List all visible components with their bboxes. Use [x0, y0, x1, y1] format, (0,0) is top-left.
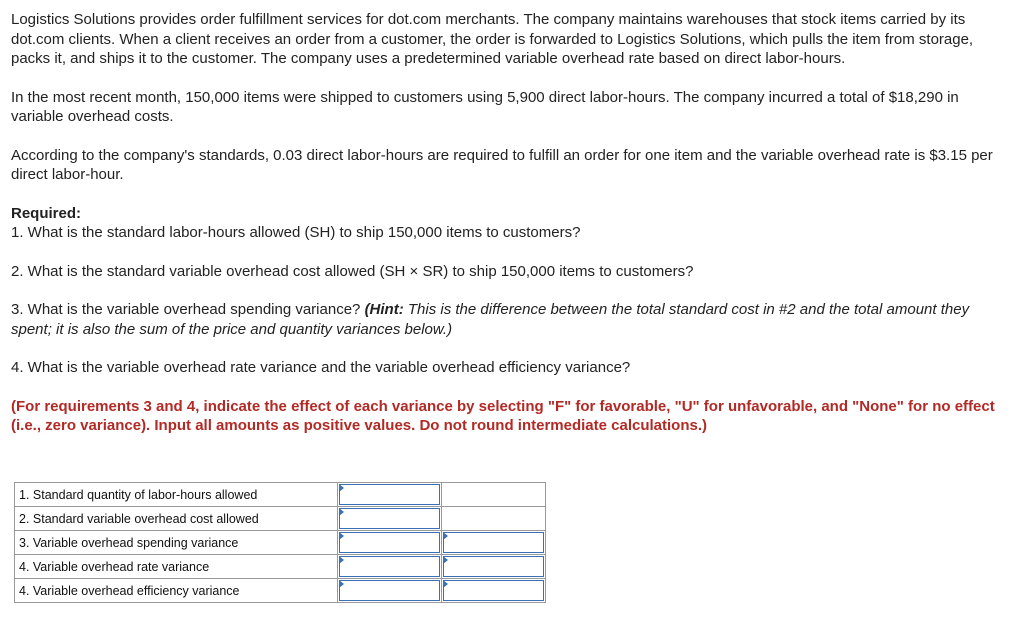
row-label: 4. Variable overhead rate variance: [15, 555, 338, 579]
table-row: [15, 579, 546, 603]
empty-cell: [442, 483, 546, 507]
input-box[interactable]: [339, 556, 440, 577]
input-marker-icon: [339, 484, 344, 492]
intro-paragraph: Logistics Solutions provides order fulfillment services for dot.com merchants. The company maintains warehouses that stock items carried by its dot.com clients. When a client receives an order from a customer, the order is forwarded to Logistics Solutions, which pulls the item from storage, packs it, and ships it to the customer. The company uses a predetermined variable overhead rate based on direct labor-hours.: [11, 11, 974, 67]
select-box[interactable]: [443, 556, 544, 577]
question-4: 4. What is the variable overhead rate variance and the variable overhead efficiency variance?: [11, 359, 631, 376]
amount-input[interactable]: [338, 507, 442, 531]
question-3-main: 3. What is the variable overhead spending variance?: [11, 301, 365, 318]
standards-paragraph: According to the company's standards, 0.03 direct labor-hours are required to fulfill an order for one item and the variable overhead rate is $3.15 per direct labor-hour.: [11, 146, 993, 183]
input-box[interactable]: [339, 508, 440, 529]
facts-paragraph: In the most recent month, 150,000 items were shipped to customers using 5,900 direct labor-hours. The company incurred a total of $18,290 in variable overhead costs.: [11, 88, 959, 125]
required-heading: Required:: [11, 204, 82, 222]
effect-select[interactable]: [442, 531, 546, 555]
amount-input[interactable]: [338, 579, 442, 603]
answer-table: [14, 482, 546, 603]
amount-input[interactable]: [338, 531, 442, 555]
problem-content: [11, 10, 1011, 436]
effect-select[interactable]: [442, 579, 546, 603]
table-row: [15, 555, 546, 579]
amount-input[interactable]: [338, 483, 442, 507]
input-box[interactable]: [339, 580, 440, 601]
row-label: 3. Variable overhead spending variance: [15, 531, 338, 555]
question-2: 2. What is the standard variable overhead cost allowed (SH × SR) to ship 150,000 items to customers?: [11, 262, 694, 280]
table-row: [15, 531, 546, 555]
amount-input[interactable]: [338, 555, 442, 579]
input-marker-icon: [339, 532, 344, 540]
question-1: 1. What is the standard labor-hours allowed (SH) to ship 150,000 items to customers?: [11, 224, 581, 241]
question-3: [11, 300, 1011, 339]
input-box[interactable]: [339, 532, 440, 553]
row-label: 4. Variable overhead efficiency variance: [15, 579, 338, 603]
select-box[interactable]: [443, 580, 544, 601]
instruction-text: (For requirements 3 and 4, indicate the effect of each variance by selecting "F" for favorable, "U" for unfavorable, and "None" for no effect (i.e., zero variance). Input all amounts as positive values. Do not round intermediate calculations.): [11, 397, 995, 434]
effect-select[interactable]: [442, 555, 546, 579]
empty-cell: [442, 507, 546, 531]
table-row: [15, 507, 546, 531]
select-marker-icon: [443, 532, 448, 540]
select-marker-icon: [443, 580, 448, 588]
hint-text: This is the difference between the total standard cost in #2 and the total amount they spent; it is also the sum of the price and quantity variances below.): [11, 301, 970, 338]
select-marker-icon: [443, 556, 448, 564]
table-row: [15, 483, 546, 507]
row-label: 1. Standard quantity of labor-hours allowed: [15, 483, 338, 507]
select-box[interactable]: [443, 532, 544, 553]
hint-label: (Hint:: [364, 301, 404, 318]
row-label: 2. Standard variable overhead cost allowed: [15, 507, 338, 531]
input-marker-icon: [339, 580, 344, 588]
input-marker-icon: [339, 508, 344, 516]
input-box[interactable]: [339, 484, 440, 505]
input-marker-icon: [339, 556, 344, 564]
